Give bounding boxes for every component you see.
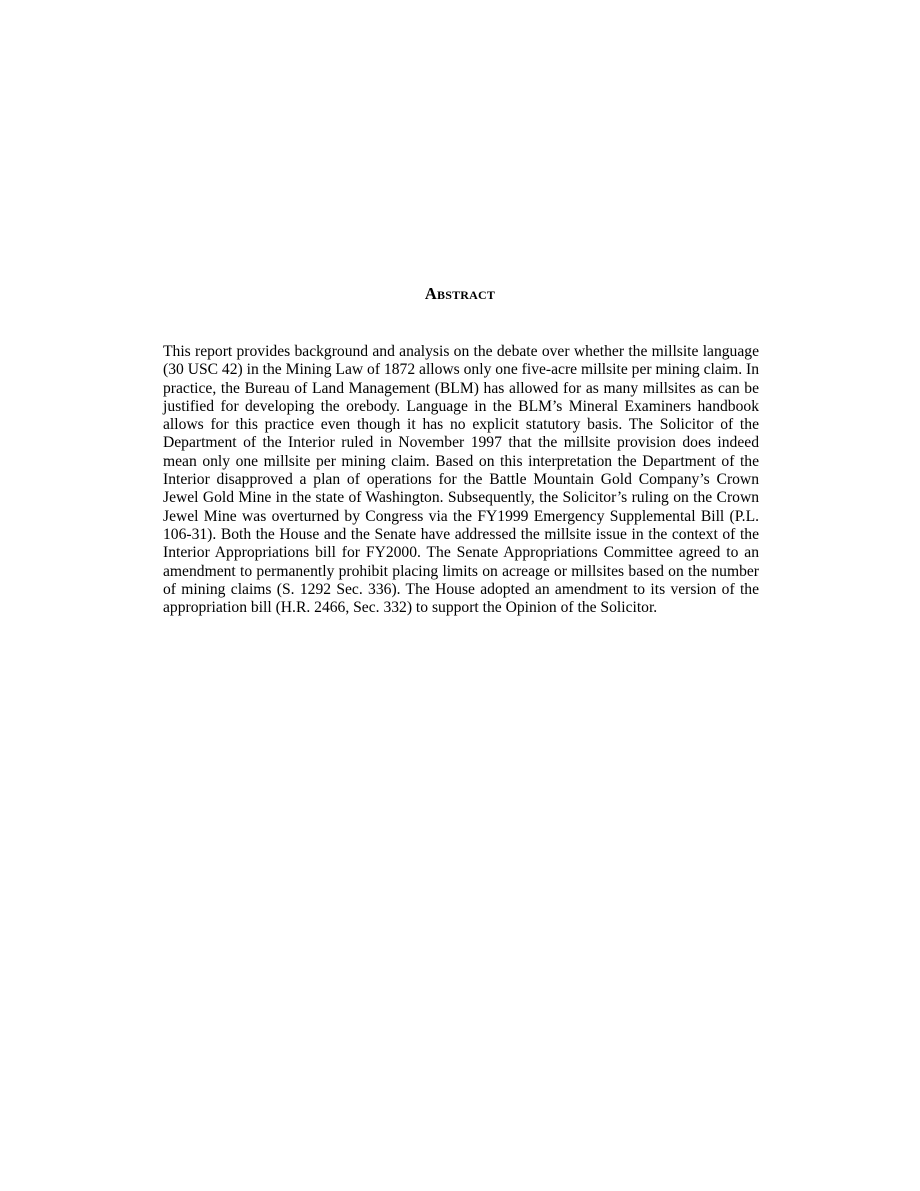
abstract-heading: Abstract [424, 284, 496, 303]
abstract-body: This report provides background and analysis on the debate over whether the millsite language (30 USC 42) in the Mining Law of 1872 allows only one five-acre millsite per mining claim. In practice, the Bureau of Land Management (BLM) has allowed for as many millsites as can be justified for developing the orebody. Language in the BLM’s Mineral Examiners handbook allows for this practice even though it has no explicit statutory basis. The Solicitor of the Department of the Interior ruled in November 1997 that the millsite provision does indeed mean only one millsite per mining claim. Based on this interpretation the Department of the Interior disapproved a plan of operations for the Battle Mountain Gold Company’s Crown Jewel Gold Mine in the state of Washington. Subsequently, the Solicitor’s ruling on the Crown Jewel Mine was overturned by Congress via the FY1999 Emergency Supplemental Bill (P.L. 106-31). Both the House and the Senate have addressed the millsite issue in the context of the Interior Appropriations bill for FY2000. The Senate Appropriations Committee agreed to an amendment to permanently prohibit placing limits on acreage or millsites based on the number of mining claims (S. 1292 Sec. 336). The House adopted an amendment to its version of the appropriation bill (H.R. 2466, Sec. 332) to support the Opinion of the Solicitor. [163, 343, 759, 617]
